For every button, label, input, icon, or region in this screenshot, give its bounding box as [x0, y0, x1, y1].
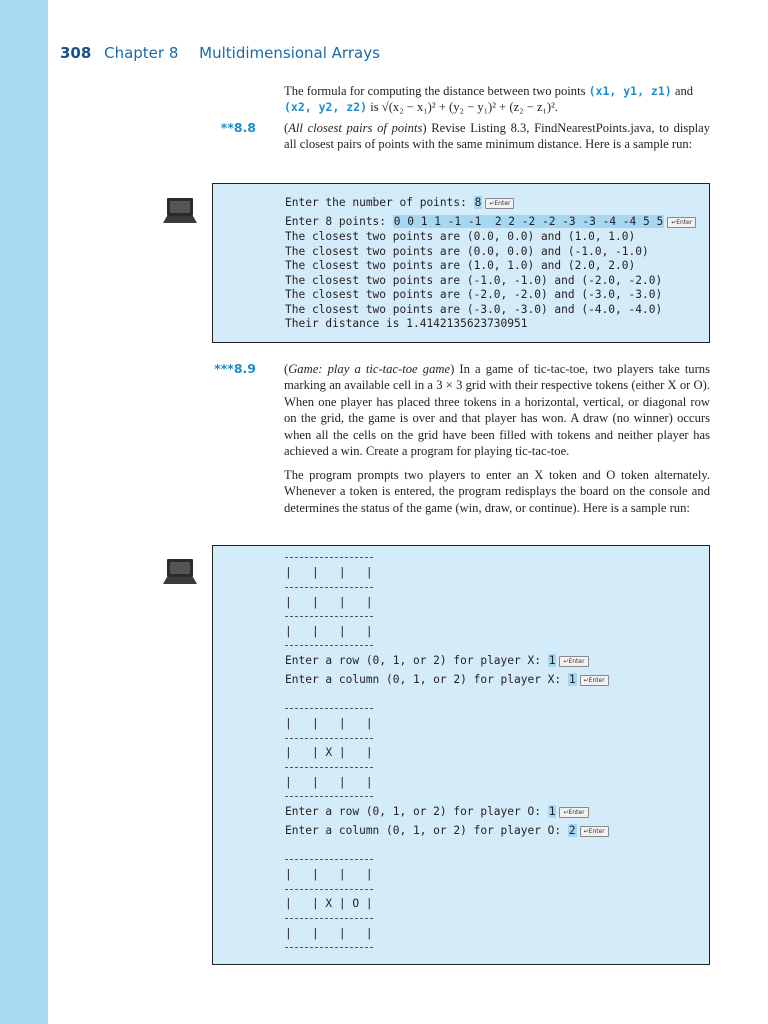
enter-key-icon: ↵Enter [559, 807, 588, 818]
console-line: The closest two points are (0.0, 0.0) and (1.0, 1.0) [285, 230, 636, 243]
point1-code: (x1, y1, z1) [588, 84, 672, 98]
console-line: The closest two points are (-1.0, -1.0) and (-2.0, -2.0) [285, 273, 663, 287]
user-input: 1 [548, 654, 556, 667]
laptop-icon [162, 558, 198, 586]
board-divider [285, 616, 373, 617]
prompt-text: Enter the number of points: [285, 196, 474, 209]
enter-key-icon: ↵Enter [580, 675, 609, 686]
console-line [285, 673, 609, 687]
exercise-8-9-para2: The program prompts two players to enter an X token and O token alternately. Whenever a token is entered, the program redisplays the board on the console and determines the status of the game (win, draw, or continue). Here is a sample run: [284, 468, 710, 515]
enter-key-icon: ↵Enter [485, 198, 514, 209]
board-row: | | X | | [285, 746, 373, 759]
console-line: The closest two points are (1.0, 1.0) and (2.0, 2.0) [285, 259, 636, 272]
intro-text-and: and [671, 84, 694, 98]
exercise-number-8-9: ***8.9 [214, 361, 256, 376]
console-line [285, 215, 696, 229]
prompt-text: Enter 8 points: [285, 215, 393, 228]
prompt-text: Enter a column (0, 1, or 2) for player O: [285, 824, 568, 837]
chapter-title: Multidimensional Arrays [199, 44, 380, 62]
exercise-8-9-text: (Game: play a tic-tac-toe game) In a game of tic-tac-toe, two players take turns marking an available cell in a 3 × 3 grid with their respective tokens (either X or O). When one player has placed three tokens in a horizontal, vertical, or diagonal row on the grid, the game is over and that player has won. A draw (no winner) occurs when all the cells on the grid have been filled with tokens and neither player has achieved a win. Create a program for playing tic-tac-toe. [284, 362, 711, 459]
distance-formula: √(x₂ − x₁)² + (y₂ − y₁)² + (z₂ − z₁)². [381, 100, 559, 115]
board-divider [285, 889, 373, 890]
board-divider [285, 645, 373, 646]
user-input: 1 [548, 805, 556, 818]
user-input: 1 [568, 673, 576, 686]
console-line: The closest two points are (0.0, 0.0) and (-1.0, -1.0) [285, 244, 649, 258]
console-line: The closest two points are (-2.0, -2.0) and (-3.0, -3.0) [285, 288, 663, 301]
board-row: | | | | [285, 596, 373, 609]
board-row: | | | | [285, 717, 373, 730]
console-line [285, 805, 589, 819]
board-divider [285, 738, 373, 739]
board-row: | | | | [285, 566, 373, 579]
exercise-8-8-body: ) Revise Listing 8.3, FindNearestPoints.java, to display all closest pairs of points with the same minimum distance. Here is a sample run: [284, 121, 710, 152]
board-divider [285, 708, 373, 709]
board-divider [285, 947, 373, 948]
console-line: The closest two points are (-3.0, -3.0) and (-4.0, -4.0) [285, 302, 663, 316]
page-number: 308 [60, 44, 92, 62]
console-line [285, 654, 589, 668]
board-divider [285, 859, 373, 860]
distance-formula-paragraph [284, 83, 710, 116]
intro-text: The formula for computing the distance between two points [284, 84, 589, 98]
console-line: Their distance is 1.4142135623730951 [285, 317, 528, 330]
sample-run-8-8 [212, 183, 710, 343]
console-line [285, 196, 514, 210]
board-row: | | | | [285, 625, 373, 638]
exercise-8-9-body: ) In a game of tic-tac-toe, two players take turns marking an available cell in a 3 × 3 grid with their respective tokens (either X or O). When one player has placed three tokens in a horizontal, vertical, or diagonal row on the grid, the game is over and that player has won. A draw (no winner) occurs when all the cells on the grid have been filled with tokens and neither player has achieved a win. Create a program for playing tic-tac-toe. [284, 362, 711, 459]
console-line [285, 824, 609, 838]
enter-key-icon: ↵Enter [667, 217, 696, 228]
user-input: 8 [474, 196, 482, 209]
exercise-8-9-title: Game: play a tic-tac-toe game [288, 362, 451, 376]
enter-key-icon: ↵Enter [580, 826, 609, 837]
board-row: | | | | [285, 927, 373, 940]
chapter-label: Chapter 8 [104, 44, 179, 62]
board-row: | | | | [285, 868, 373, 881]
page-header [60, 44, 380, 62]
prompt-text: Enter a row (0, 1, or 2) for player O: [285, 805, 548, 818]
board-divider [285, 587, 373, 588]
enter-key-icon: ↵Enter [559, 656, 588, 667]
user-input: 2 [568, 824, 576, 837]
board-divider [285, 918, 373, 919]
sample-run-8-9 [212, 545, 710, 965]
exercise-8-8-text: (All closest pairs of points) Revise Listing 8.3, FindNearestPoints.java, to display all closest pairs of points with the same minimum distance. Here is a sample run: [284, 121, 710, 152]
intro-text-is: is [367, 100, 382, 115]
laptop-icon [162, 197, 198, 225]
board-divider [285, 796, 373, 797]
board-divider [285, 557, 373, 558]
board-row: | | X | O | [285, 897, 373, 910]
prompt-text: Enter a column (0, 1, or 2) for player X: [285, 673, 568, 686]
point2-code: (x2, y2, z2) [284, 100, 368, 115]
exercise-8-8-title: All closest pairs of points [288, 121, 423, 135]
board-row: | | | | [285, 776, 373, 789]
prompt-text: Enter a row (0, 1, or 2) for player X: [285, 654, 548, 667]
exercise-number-8-8: **8.8 [220, 120, 256, 135]
board-divider [285, 767, 373, 768]
page-margin-band [0, 0, 48, 1024]
user-input: 0 0 1 1 -1 -1 2 2 -2 -2 -3 -3 -4 -4 5 5 [393, 215, 664, 228]
